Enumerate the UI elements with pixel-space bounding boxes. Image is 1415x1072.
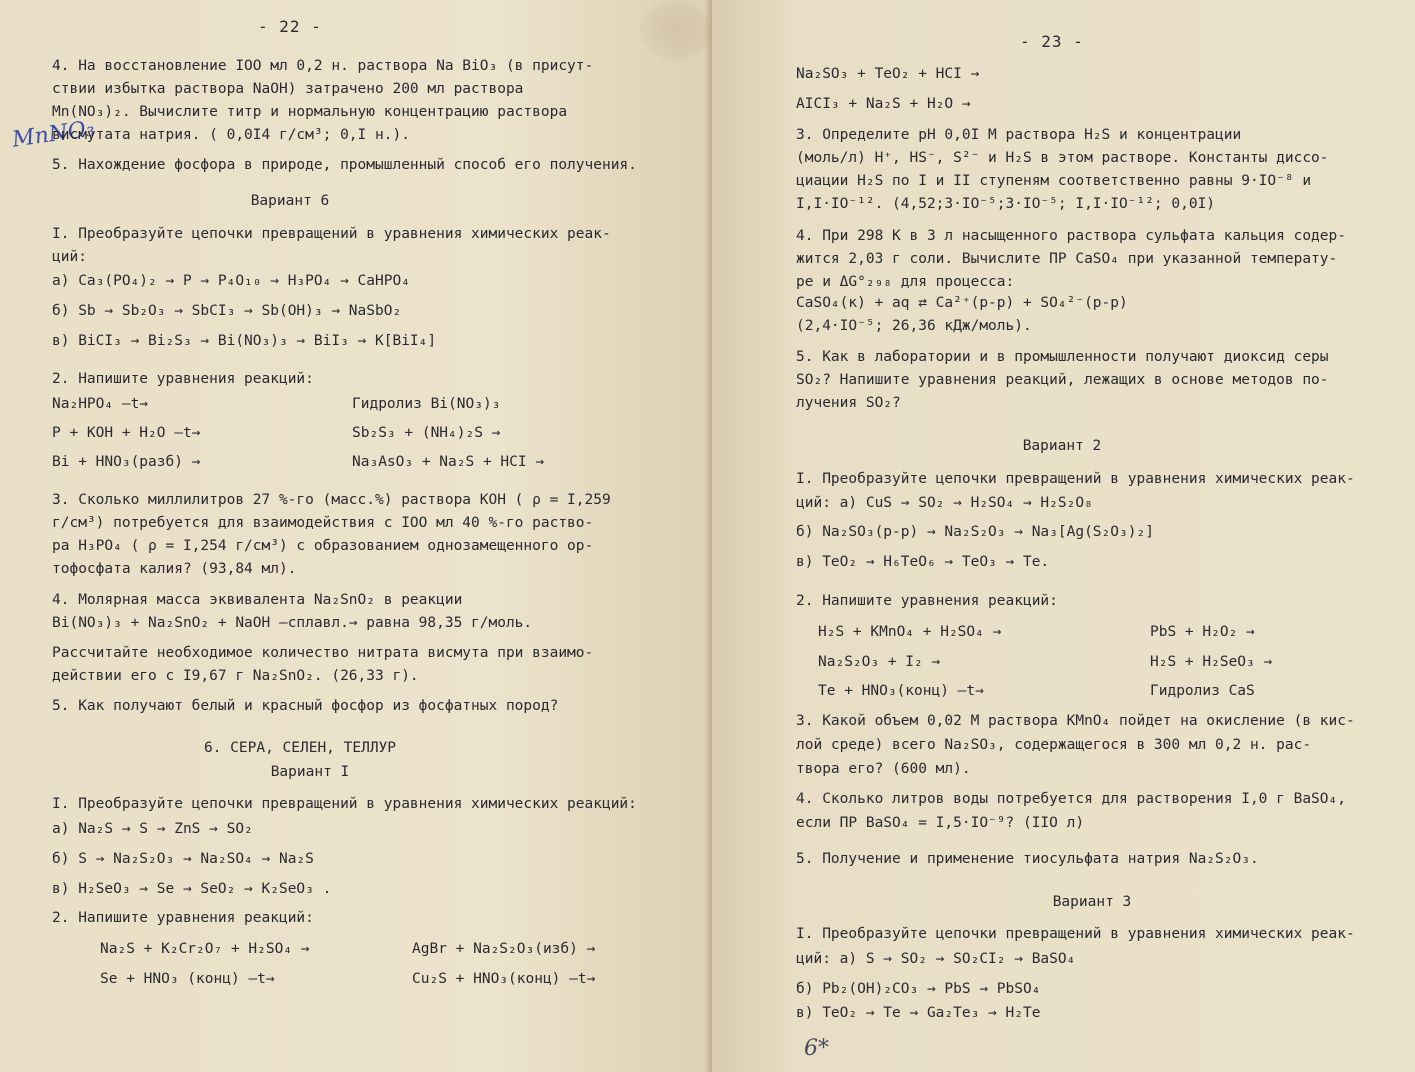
page-23 [712,0,1415,1072]
equation-line: в) TeO₂ → H₆TeO₆ → TeO₃ → Te. [796,554,1050,570]
text-line: 5. Как получают белый и красный фосфор из фосфатных пород? [52,698,559,714]
text-line: циации H₂S по I и II ступеням соответственно равны 9·IO⁻⁸ и [796,173,1312,189]
section-title: 6. СЕРА, СЕЛЕН, ТЕЛЛУР [203,740,397,756]
text-line: ра H₃PO₄ ( ρ = I,254 г/см³) с образованием однозамещенного ор- [52,538,594,554]
text-line: 2. Напишите уравнения реакций: [796,593,1058,609]
equation-line: Bi + HNO₃(разб) → [52,454,201,470]
equation-line: Na₂S₂O₃ + I₂ → [818,654,941,670]
equation-line: б) Na₂SO₃(р-р) → Na₂S₂O₃ → Na₃[Ag(S₂O₃)₂] [796,524,1154,540]
equation-line: б) S → Na₂S₂O₃ → Na₂SO₄ → Na₂S [52,851,314,867]
equation-line: P + KOH + H₂O —t→ [52,425,201,441]
text-line: 3. Какой объем 0,02 M раствора KMnO₄ пойдет на окисление (в кис- [796,713,1355,729]
text-line: действии его с I9,67 г Na₂SnO₂. (26,33 г). [52,668,419,684]
paper-stain [640,0,710,60]
equation-line: Bi(NO₃)₃ + Na₂SnO₂ + NaOH —сплавл.→ равна 98,35 г/моль. [52,615,533,631]
text-line: 2. Напишите уравнения реакций: [52,371,314,387]
text-line: (моль/л) H⁺, HS⁻, S²⁻ и H₂S в этом растворе. Константы диссо- [796,150,1329,166]
equation-line: а) Na₂S → S → ZnS → SO₂ [52,821,253,837]
page-number: - 22 - [258,17,322,36]
text-line: твора его? (600 мл). [796,761,971,777]
text-line: ре и ΔG°₂₉₈ для процесса: [796,274,1015,290]
text-line: I. Преобразуйте цепочки превращений в уравнения химических реак- [52,226,611,242]
handwritten-note: MnNO₃ [10,116,97,153]
text-line: тофосфата калия? (93,84 мл). [52,561,297,577]
text-line: жится 2,03 г соли. Вычислите ПР CaSO₄ при указанной температу- [796,251,1338,267]
equation-line: б) Pb₂(OH)₂CO₃ → PbS → PbSO₄ [796,981,1041,997]
equation-line: CaSO₄(к) + aq ⇄ Ca²⁺(р-р) + SO₄²⁻(р-р) [796,295,1128,311]
equation-line: Sb₂S₃ + (NH₄)₂S → [352,425,501,441]
equation-line: в) H₂SeO₃ → Se → SeO₂ → K₂SeO₃ . [52,881,332,897]
equation-line: ций: а) CuS → SO₂ → H₂SO₄ → H₂S₂O₈ [796,495,1093,511]
text-line: I. Преобразуйте цепочки превращений в уравнения химических реак- [796,926,1355,942]
text-line: если ПР BaSO₄ = I,5·IO⁻⁹? (IIO л) [796,815,1085,831]
text-line: I. Преобразуйте цепочки превращений в уравнения химических реакций: [52,796,637,812]
equation-line: а) Ca₃(PO₄)₂ → P → P₄O₁₀ → H₃PO₄ → CaHPO₄ [52,273,410,289]
equation-line: Na₂SO₃ + TeO₂ + HCI → [796,66,980,82]
text-line: г/см³) потребуется для взаимодействия с IOO мл 40 %-го раство- [52,515,594,531]
equation-line: Na₃AsO₃ + Na₂S + HCI → [352,454,545,470]
equation-line: Гидролиз Bi(NO₃)₃ [352,396,501,412]
text-line: (2,4·IO⁻⁵; 26,36 кДж/моль). [796,318,1032,334]
text-line: висмутата натрия. ( 0,0I4 г/см³; 0,I н.). [52,127,410,143]
text-line: лучения SO₂? [796,395,901,411]
equation-line: Na₂S + K₂Cr₂O₇ + H₂SO₄ → [100,941,310,957]
equation-line: в) TeO₂ → Te → Ga₂Te₃ → H₂Te [796,1005,1041,1021]
equation-line: ций: а) S → SO₂ → SO₂CI₂ → BaSO₄ [796,951,1076,967]
equation-line: Na₂HPO₄ —t→ [52,396,149,412]
text-line: 4. Сколько литров воды потребуется для растворения I,0 г BaSO₄, [796,791,1346,807]
text-line: ствии избытка раствора NaOH) затрачено 200 мл раствора [52,81,524,97]
variant-heading: Вариант I [270,764,350,780]
text-line: 4. Молярная масса эквивалента Na₂SnO₂ в реакции [52,592,463,608]
text-line: 4. При 298 K в 3 л насыщенного раствора сульфата кальция содер- [796,228,1346,244]
page-number: - 23 - [1020,32,1084,51]
equation-line: AICI₃ + Na₂S + H₂O → [796,96,971,112]
text-line: 2. Напишите уравнения реакций: [52,910,314,926]
equation-line: Se + HNO₃ (конц) —t→ [100,971,275,987]
text-line: 5. Получение и применение тиосульфата натрия Na₂S₂O₃. [796,851,1259,867]
text-line: I. Преобразуйте цепочки превращений в уравнения химических реак- [796,471,1355,487]
equation-line: Te + HNO₃(конц) —t→ [818,683,984,699]
equation-line: AgBr + Na₂S₂O₃(изб) → [412,941,596,957]
text-line: 3. Определите pH 0,0I M раствора H₂S и концентрации [796,127,1242,143]
text-line: ций: [52,249,87,265]
text-line: лой среде) всего Na₂SO₃, содержащегося в 300 мл 0,2 н. рас- [796,737,1312,753]
equation-line: б) Sb → Sb₂O₃ → SbCI₃ → Sb(OH)₃ → NaSbO₂ [52,303,402,319]
variant-heading: Вариант 2 [1022,438,1102,454]
variant-heading: Вариант 6 [250,193,330,209]
equation-line: в) BiCI₃ → Bi₂S₃ → Bi(NO₃)₃ → BiI₃ → K[BiI₄] [52,333,437,349]
text-line: 5. Нахождение фосфора в природе, промышленный способ его получения. [52,157,637,173]
text-line: 5. Как в лаборатории и в промышленности получают диоксид серы [796,349,1329,365]
variant-heading: Вариант 3 [1052,894,1132,910]
equation-line: PbS + H₂O₂ → [1150,624,1255,640]
equation-line: Гидролиз CaS [1150,683,1255,699]
text-line: Mn(NO₃)₂. Вычислите титр и нормальную концентрацию раствора [52,104,568,120]
text-line: Рассчитайте необходимое количество нитрата висмута при взаимо- [52,645,594,661]
equation-line: H₂S + KMnO₄ + H₂SO₄ → [818,624,1002,640]
equation-line: Cu₂S + HNO₃(конц) —t→ [412,971,596,987]
text-line: SO₂? Напишите уравнения реакций, лежащих в основе методов по- [796,372,1329,388]
equation-line: H₂S + H₂SeO₃ → [1150,654,1273,670]
handwritten-note: 6* [804,1036,829,1061]
text-line: 3. Сколько миллилитров 27 %-го (масс.%) раствора KOH ( ρ = I,259 [52,492,611,508]
text-line: I,I·IO⁻¹². (4,52;3·IO⁻⁵;3·IO⁻⁵; I,I·IO⁻¹²; 0,0I) [796,196,1216,212]
text-line: 4. На восстановление IOO мл 0,2 н. раствора Na BiO₃ (в присут- [52,58,594,74]
